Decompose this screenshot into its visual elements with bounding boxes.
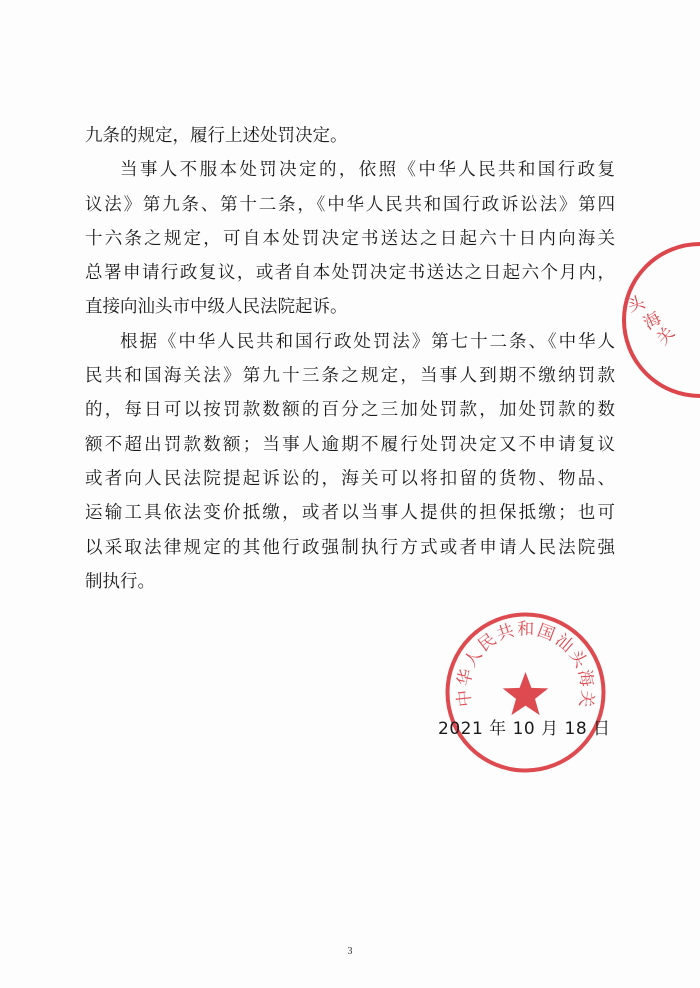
text-line: 九条的规定，履行上述处罚决定。 — [85, 126, 348, 146]
page-number: 3 — [347, 946, 353, 957]
svg-text:中华人民共和国汕头海关: 中华人民共和国汕头海关 — [453, 619, 598, 711]
text-line: 制执行。 — [85, 571, 155, 592]
svg-text:关: 关 — [652, 323, 680, 350]
partial-seal-stamp — [590, 240, 700, 400]
text-line: 当事人不服本处罚决定的，依照《中华人民共和国行政复 — [120, 160, 615, 181]
text-line: 运输工具依法变价抵缴，或者以当事人提供的担保抵缴；也可 — [85, 503, 615, 524]
document-date: 2021 年 10 月 18 日 — [438, 719, 611, 739]
text-line: 民共和国海关法》第九十三条之规定，当事人到期不缴纳罚款 — [85, 366, 615, 387]
text-line: 十六条之规定，可自本处罚决定书送达之日起六十日内向海关 — [85, 228, 615, 249]
text-line: 直接向汕头市中级人民法院起诉。 — [85, 297, 348, 318]
text-line: 以采取法律规定的其他行政强制执行方式或者申请人民法院强 — [85, 537, 615, 558]
star-icon — [503, 672, 549, 715]
partial-seal-graphic — [590, 240, 700, 400]
text-line: 总署申请行政复议，或者自本处罚决定书送达之日起六个月内， — [85, 263, 615, 284]
seal-graphic — [443, 610, 608, 775]
text-line: 根据《中华人民共和国行政处罚法》第七十二条、《中华人 — [120, 331, 615, 352]
text-line: 额不超出罚款数额；当事人逾期不履行处罚决定又不申请复议 — [85, 434, 615, 455]
svg-text:头: 头 — [625, 292, 648, 317]
text-line: 或者向人民法院提起诉讼的，海关可以将扣留的货物、物品、 — [85, 468, 615, 489]
text-line: 的，每日可以按罚款数额的百分之三加处罚款，加处罚款的数 — [85, 400, 615, 421]
official-seal-stamp — [443, 610, 608, 775]
text-line: 议法》第九条、第十二条，《中华人民共和国行政诉讼法》第四 — [85, 194, 615, 215]
document-body — [85, 119, 615, 599]
svg-text:海: 海 — [640, 308, 666, 335]
